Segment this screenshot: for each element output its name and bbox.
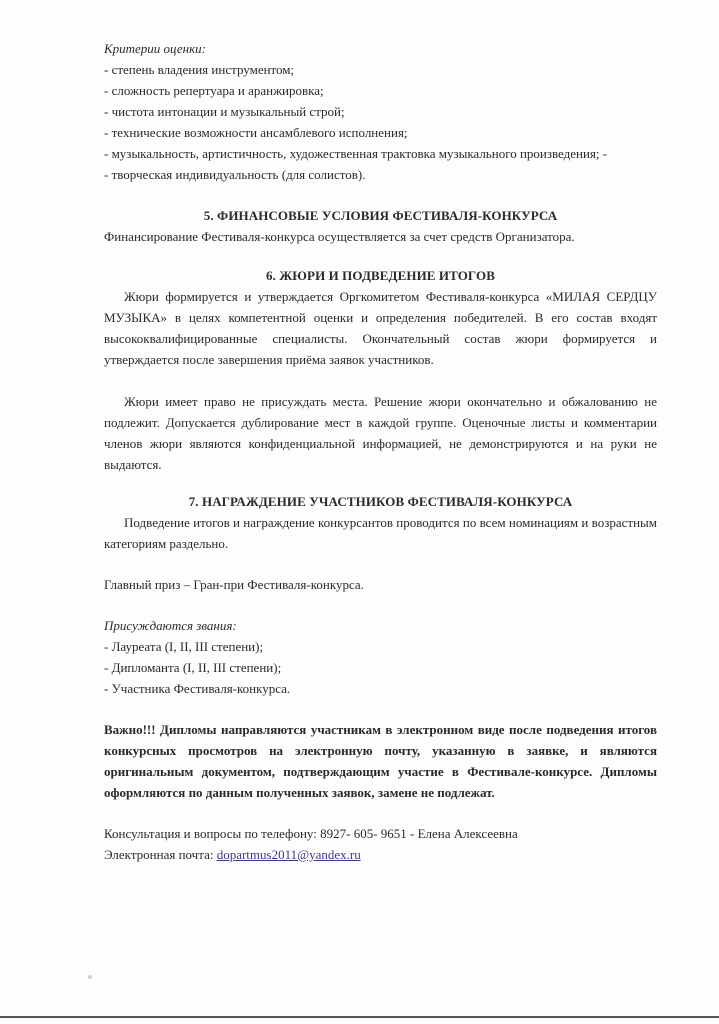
criteria-item: - степень владения инструментом; (104, 62, 295, 77)
jury-paragraph-1: Жюри формируется и утверждается Оргкомитетом Фестиваля-конкурса «МИЛАЯ СЕРДЦУ МУЗЫКА» в целях компетентной оценки и определения победителей. В его состав входят высококвалифицированные специалисты. Окончательный состав жюри формируется и утверждается после завершения приёма заявок участников. (104, 289, 657, 367)
criteria-item: - сложность репертуара и аранжировка; (104, 83, 324, 98)
awards-paragraph: Подведение итогов и награждение конкурсантов проводится по всем номинациям и возрастным категориям раздельно. (104, 515, 657, 551)
title-item: - Лауреата (I, II, III степени); (104, 639, 264, 654)
important-notice: Важно!!! Дипломы направляются участникам в электронном виде после подведения итогов конкурсных просмотров на электронную почту, указанную в заявке, и являются оригинальным документом, подтверждающим участие в Фестивале-конкурсе. Дипломы оформляются по данным полученных заявок, замене не подлежат. (104, 722, 657, 800)
section-6-heading: 6. ЖЮРИ И ПОДВЕДЕНИЕ ИТОГОВ (266, 268, 495, 283)
criteria-list (104, 59, 657, 185)
criteria-item: - музыкальность, артистичность, художественная трактовка музыкального произведения; - (104, 146, 608, 161)
document-body (104, 38, 657, 865)
phone-line: Консультация и вопросы по телефону: 8927- 605- 9651 - Елена Алексеевна (104, 826, 518, 841)
criteria-item: - чистота интонации и музыкальный строй; (104, 104, 345, 119)
email-line (104, 844, 657, 865)
email-label: Электронная почта: (104, 847, 217, 862)
section-5-text: Финансирование Фестиваля-конкурса осуществляется за счет средств Организатора. (104, 229, 575, 244)
section-5-heading: 5. ФИНАНСОВЫЕ УСЛОВИЯ ФЕСТИВАЛЯ-КОНКУРСА (203, 208, 558, 223)
title-item: - Участника Фестиваля-конкурса. (104, 681, 291, 696)
contact-block (104, 823, 657, 865)
section-7-heading: 7. НАГРАЖДЕНИЕ УЧАСТНИКОВ ФЕСТИВАЛЯ-КОНКУРСА (188, 494, 573, 509)
criteria-item: - творческая индивидуальность (для солистов). (104, 167, 366, 182)
title-item: - Дипломанта (I, II, III степени); (104, 660, 282, 675)
titles-heading: Присуждаются звания: (104, 618, 237, 633)
criteria-title: Критерии оценки: (104, 41, 206, 56)
titles-list (104, 636, 657, 699)
jury-paragraph-2: Жюри имеет право не присуждать места. Решение жюри окончательно и обжалованию не подлежит. Допускается дублирование мест в каждой группе. Оценочные листы и комментарии членов жюри являются конфиденциальной информацией, не демонстрируются и на руки не выдаются. (104, 394, 657, 472)
scan-speck (88, 975, 92, 979)
scan-edge-line (0, 1016, 719, 1018)
email-link[interactable]: dopartmus2011@yandex.ru (216, 847, 361, 862)
criteria-item: - технические возможности ансамблевого исполнения; (104, 125, 408, 140)
grand-prix-text: Главный приз – Гран-при Фестиваля-конкурса. (104, 577, 364, 592)
